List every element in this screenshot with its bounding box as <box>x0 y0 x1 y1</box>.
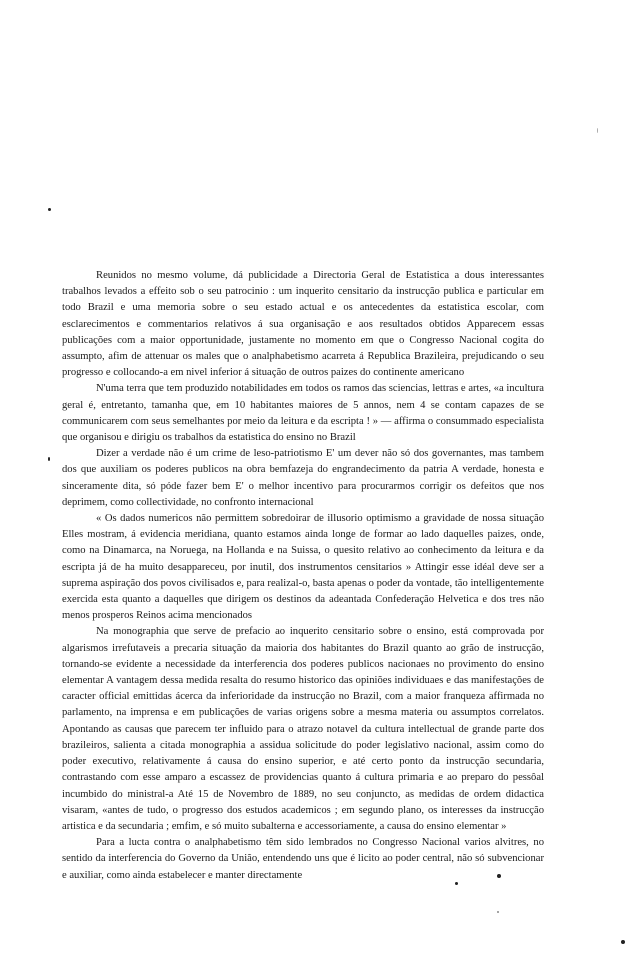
page-speck <box>597 128 598 133</box>
page-speck <box>497 911 499 913</box>
paragraph: Para a lucta contra o analphabetismo têm sido lembrados no Congresso Nacional varios alvitres, no sentido da interferencia do Governo da União, entendendo uns que é licito ao poder central, não só subvencionar e auxiliar, como ainda estabelecer e manter directamente <box>62 837 544 881</box>
paragraph: « Os dados numericos não permittem sobredoirar de illusorio optimismo a gravidade de nossa situação Elles mostram, á evidencia meridiana, quanto estamos ainda longe de formar ao lado daquelles paizes, onde, como na Dinamarca, na Noruega, na Hollanda e na Suissa, o quesito relativo ao conhecimento da leitura e da escripta já de ha muito desappareceu, por inutil, dos instrumentos censitarios » Attingir esse idéal deve ser a suprema aspiração dos povos civilisados e, para realizal-o, basta apenas o poder da vontade, tão intelligentemente exercida esta quanto a daquelles que dirigem os destinos da adeantada Confederação Helvetica e dos tres não menos prosperos Reinos acima mencionados <box>62 513 544 622</box>
paragraph: Reunidos no mesmo volume, dá publicidade a Directoria Geral de Estatistica a dous interessantes trabalhos levados a effeito sob o seu patrocinio : um inquerito censitario da instrucção publica e particular em todo Brazil e uma memoria sobre o seu estado actual e os antecedentes da estatistica escolar, com esclarecimentos e commentarios relativos á sua organisação e aos resultados obtidos Apparecem essas publicações com a maior opportunidade, justamente no momento em que o Congresso Nacional cogita do assumpto, afim de attenuar os males que o analphabetismo acarreta á Republica Brazileira, prejudicando o seu progresso e collocando-a em nivel inferior á situação de outros paizes do continente americano <box>62 270 544 379</box>
paragraph: N'uma terra que tem produzido notabilidades em todos os ramos das sciencias, lettras e artes, «a incultura geral é, entretanto, tamanha que, em 10 habitantes maiores de 5 annos, nem 4 se contam capazes de se communicarem com seus semelhantes por meio da leitura e da escripta ! » — affirma o consummado especialista que organisou e dirigiu os trabalhos da estatistica do ensino no Brazil <box>62 383 544 444</box>
page-speck <box>48 457 50 461</box>
paragraph: Na monographia que serve de prefacio ao inquerito censitario sobre o ensino, está comprovada por algarismos irrefutaveis a precaria situação da maioria dos habitantes do Brazil quanto ao grão de instrucção, tornando-se evidente a necessidade da interferencia dos poderes publicos nacionaes no provimento do ensino elementar A vantagem dessa medida resalta do resumo historico das opiniões individuaes e das manifestações de caracter official emittidas ácerca da inferioridade da instrucção no Brazil, com a maior franqueza affirmada no parlamento, na imprensa e em publicações de varias origens sobre a mesma materia ou assumptos correlatos. Apontando as causas que parecem ter influido para o atrazo notavel da cultura intellectual de grande parte dos brazileiros, salienta a citada monographia a assidua solicitude do poder legislativo nacional, assim como do poder executivo, relativamente á causa do ensino superior, e até certo ponto da instrucção secundaria, contrastando com esse amparo a escassez de providencias quanto á cultura primaria e ao preparo do pessôal incumbido do ministral-a Até 15 de Novembro de 1889, no seu conjuncto, as medidas de ordem didactica visaram, «antes de tudo, o progresso dos estudos academicos ; em segundo plano, os interesses da instrucção artistica e da secundaria ; emfim, e só muito subalterna e accessoriamente, a causa do ensino elementar » <box>62 626 544 832</box>
page-speck <box>621 940 625 944</box>
body-text <box>62 268 544 884</box>
paragraph: Dizer a verdade não é um crime de leso-patriotismo E' um dever não só dos governantes, mas tambem dos que auxiliam os poderes publicos na obra bemfazeja do engrandecimento da patria A verdade, honesta e sinceramente dita, só póde fazer bem E' o melhor incentivo para procurarmos corrigir os defeitos que nos deprimem, como collectividade, no confronto internacional <box>62 448 544 508</box>
page-speck <box>48 208 51 211</box>
